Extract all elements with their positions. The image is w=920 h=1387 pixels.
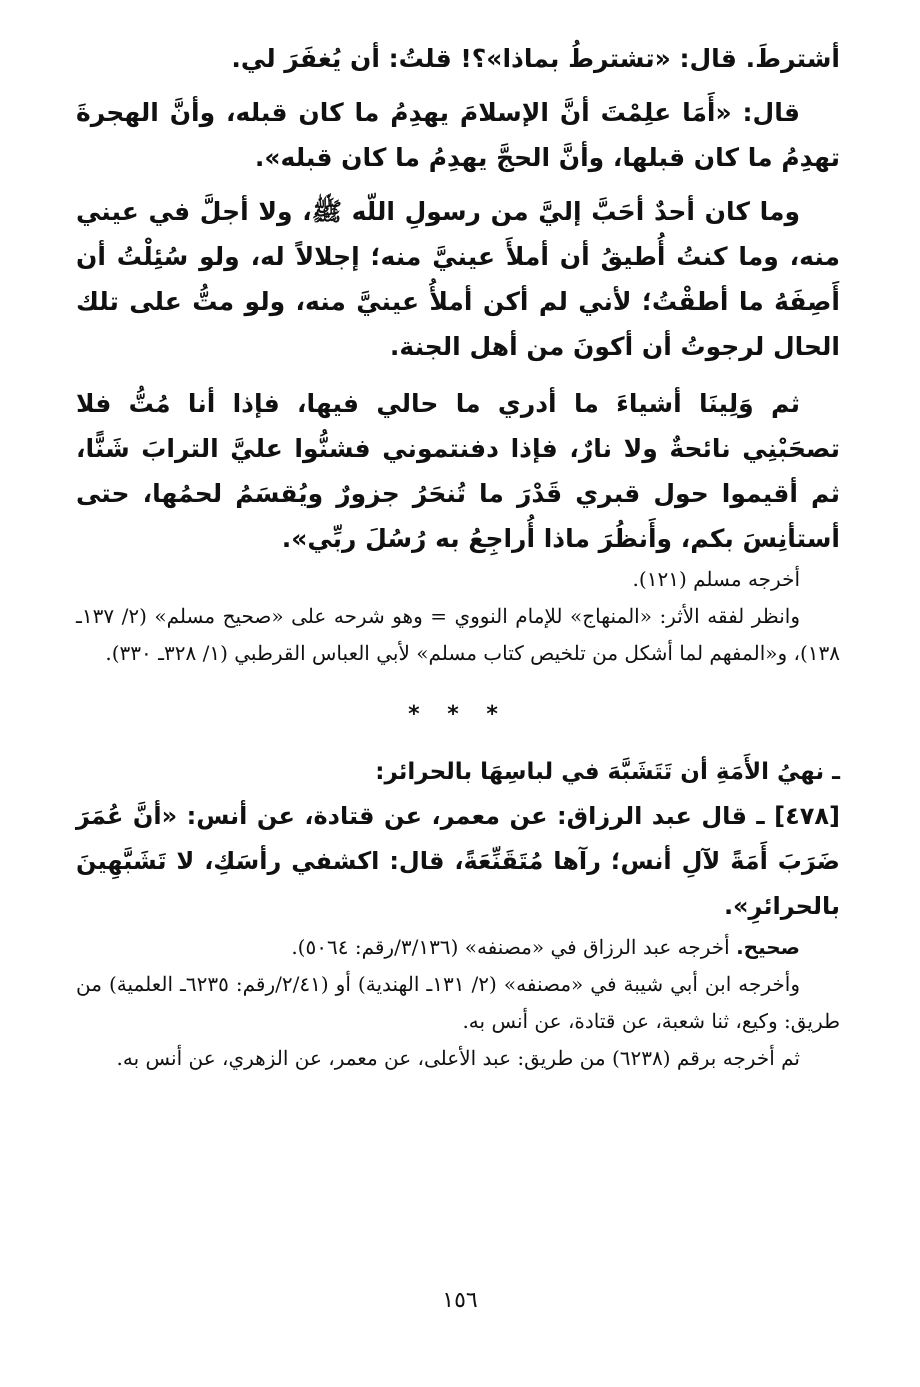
- paragraph-3: وما كان أحدٌ أحَبَّ إليَّ من رسولِ اللّه ﷺ، ولا أجلَّ في عيني منه، وما كنتُ أُطيقُ أن أملأَ عينيَّ منه؛ إجلالاً له، ولو سُئِلْتُ أن أَصِفَهُ ما أطقْتُ؛ لأني لم أكن أملأُ عينيَّ منه، ولو متُّ على تلك الحال لرجوتُ أن أكونَ من أهل الجنة.: [76, 197, 840, 361]
- grade-label: صحيح.: [736, 935, 800, 959]
- hadith-478: [٤٧٨] ـ قال عبد الرزاق: عن معمر، عن قتادة، عن أنس: «أنَّ عُمَرَ ضَرَبَ أَمَةً لآلِ أنس؛ رآها مُتَقَنِّعَةً، قال: اكشفي رأسَكِ، لا تَشَبَّهِينَ بالحرائرِ».: [76, 802, 840, 920]
- paragraph-2: قال: «أَمَا علِمْتَ أنَّ الإسلامَ يهدِمُ ما كان قبله، وأنَّ الهجرةَ تهدِمُ ما كان قبلها، وأنَّ الحجَّ يهدِمُ ما كان قبله».: [76, 98, 840, 172]
- takhrij-2: وأخرجه ابن أبي شيبة في «مصنفه» (٢/ ١٣١ـ الهندية) أو (٢/٤١/رقم: ٦٢٣٥ـ العلمية) من طريق: وكيع، ثنا شعبة، عن قتادة، عن أنس به.: [76, 972, 840, 1033]
- section-heading: ـ نهيُ الأَمَةِ أن تَتَشَبَّهَ في لباسِهَا بالحرائر:: [375, 759, 840, 785]
- note-muslim-reference: أخرجه مسلم (١٢١).: [632, 567, 800, 591]
- takhrij-3: ثم أخرجه برقم (٦٢٣٨) من طريق: عبد الأعلى، عن معمر، عن الزهري، عن أنس به.: [116, 1046, 800, 1070]
- paragraph-1: أشترطَ. قال: «تشترطُ بماذا»؟! قلتُ: أن يُغفَرَ لي.: [231, 44, 840, 73]
- takhrij-1-text: أخرجه عبد الرزاق في «مصنفه» (٣/١٣٦/رقم: ٥٠٦٤).: [291, 935, 737, 959]
- page-body: [76, 36, 840, 1077]
- section-separator: * * *: [408, 702, 508, 727]
- takhrij-1: [76, 929, 840, 966]
- paragraph-4: ثم وَلِينَا أشياءَ ما أدري ما حالي فيها، فإذا أنا مُتُّ فلا تصحَبْنِي نائحةٌ ولا نارٌ، فإذا دفنتموني فشنُّوا عليَّ الترابَ شَنًّا، ثم أقيموا حول قبري قَدْرَ ما تُنحَرُ جزورٌ ويُقسَمُ لحمُها، حتى أستأنِسَ بكم، وأَنظُرَ ماذا أُراجِعُ به رُسُلَ ربِّي».: [76, 389, 840, 553]
- page-number: ١٥٦: [442, 1288, 478, 1313]
- note-further-reading: وانظر لفقه الأثر: «المنهاج» للإمام النووي = وهو شرحه على «صحيح مسلم» (٢/ ١٣٧ـ ١٣٨)، و«المفهم لما أشكل من تلخيص كتاب مسلم» لأبي العباس القرطبي (١/ ٣٢٨ـ ٣٣٠).: [76, 604, 840, 665]
